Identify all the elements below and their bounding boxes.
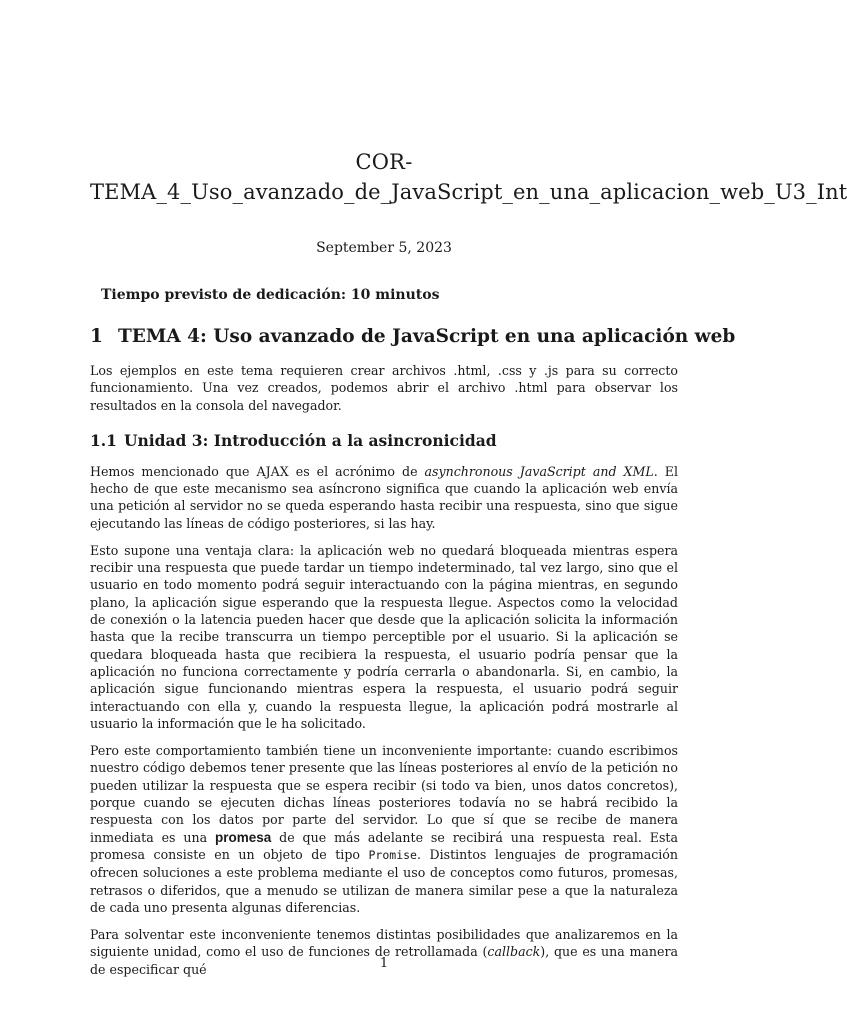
paragraph-ajax	[90, 463, 678, 532]
dedication-time: Tiempo previsto de dedicación: 10 minutos	[101, 287, 440, 303]
section-heading	[90, 326, 736, 348]
paragraph-drawback-text-b: de que más adelante se recibirá una respuesta real. Esta promesa consiste en un objeto de tipo	[90, 829, 678, 862]
subsection-title: Unidad 3: Introducción a la asincronicidad	[124, 431, 497, 451]
paragraph-ajax-italic: asynchronous JavaScript and XML	[424, 463, 654, 479]
paragraph-solutions-italic: callback	[487, 944, 541, 960]
paragraph-advantage: Esto supone una ventaja clara: la aplicación web no quedará bloqueada mientras espera recibir una respuesta que puede tardar un tiempo indeterminado, tal vez largo, sino que el usuario en todo momento podrá seguir interactuando con la página mientras, en segundo plano, la aplicación sigue esperando que la respuesta llegue. Aspectos como la velocidad de conexión o la latencia pueden hacer que desde que la aplicación solicita la información hasta que la recibe transcurra un tiempo perceptible por el usuario. Si la aplicación se quedara bloqueada hasta que recibiera la respuesta, el usuario podría pensar que la aplicación no funciona correctamente y podría cerrarla o abandonarla. Si, en cambio, la aplicación sigue funcionando mientras espera la respuesta, el usuario podrá seguir interactuando con ella y, cuando la respuesta llegue, la aplicación podrá mostrarle al usuario la información que le ha solicitado.	[90, 542, 678, 731]
document-title-line-2: TEMA_4_Uso_avanzado_de_JavaScript_en_una_aplicacion_web_U3_Int	[90, 180, 847, 204]
paragraph-ajax-text-a: Hemos mencionado que AJAX es el acrónimo de	[90, 463, 425, 479]
document-date: September 5, 2023	[316, 240, 452, 256]
paragraph-drawback	[90, 742, 678, 916]
paragraph-solutions-text-a: Para solventar este inconveniente tenemos distintas posibilidades que analizaremos en la siguiente unidad, como el uso de funciones de retrollamada (	[90, 927, 678, 960]
subsection-number: 1.1	[90, 431, 117, 451]
paragraph-drawback-text-c: . Distintos lenguajes de programación ofrecen soluciones a este problema mediante el uso de conceptos como futuros, promesas, retrasos o diferidos, que a menudo se utilizan de manera similar pese a que la naturaleza de cada uno presenta algunas diferencias.	[90, 846, 678, 915]
document-body	[90, 326, 736, 988]
paragraph-drawback-code: Promise	[368, 847, 417, 862]
paragraph-drawback-text-a: Pero este comportamiento también tiene un inconveniente importante: cuando escribimos nuestro código debemos tener presente que las líneas posteriores al envío de la petición no pueden utilizar la respuesta que se espera recibir (si todo va bien, unos datos concretos), porque cuando se ejecuten dichas líneas posteriores todavía no se habrá recibido la respuesta con los datos por parte del servidor. Lo que sí que se recibe de manera inmediata es una	[90, 743, 678, 845]
subsection-heading	[90, 432, 678, 451]
paragraph-solutions-text-b: ), que es una manera de especificar qué	[90, 944, 678, 977]
intro-paragraph: Los ejemplos en este tema requieren crear archivos .html, .css y .js para su correcto funcionamiento. Una vez creados, podemos abrir el archivo .html para observar los resultados en la consola del navegador.	[90, 363, 678, 413]
document-title-line-1: COR-	[355, 150, 413, 174]
section-number: 1	[90, 326, 103, 347]
page-number: 1	[379, 956, 389, 971]
paragraph-drawback-bold: promesa	[215, 829, 272, 845]
section-title: TEMA 4: Uso avanzado de JavaScript en una aplicación web	[118, 326, 736, 347]
paragraph-ajax-text-b: . El hecho de que este mecanismo sea asíncrono significa que cuando la aplicación web envía una petición al servidor no se queda esperando hasta recibir una respuesta, sino que sigue ejecutando las líneas de código posteriores, si las hay.	[90, 463, 678, 531]
